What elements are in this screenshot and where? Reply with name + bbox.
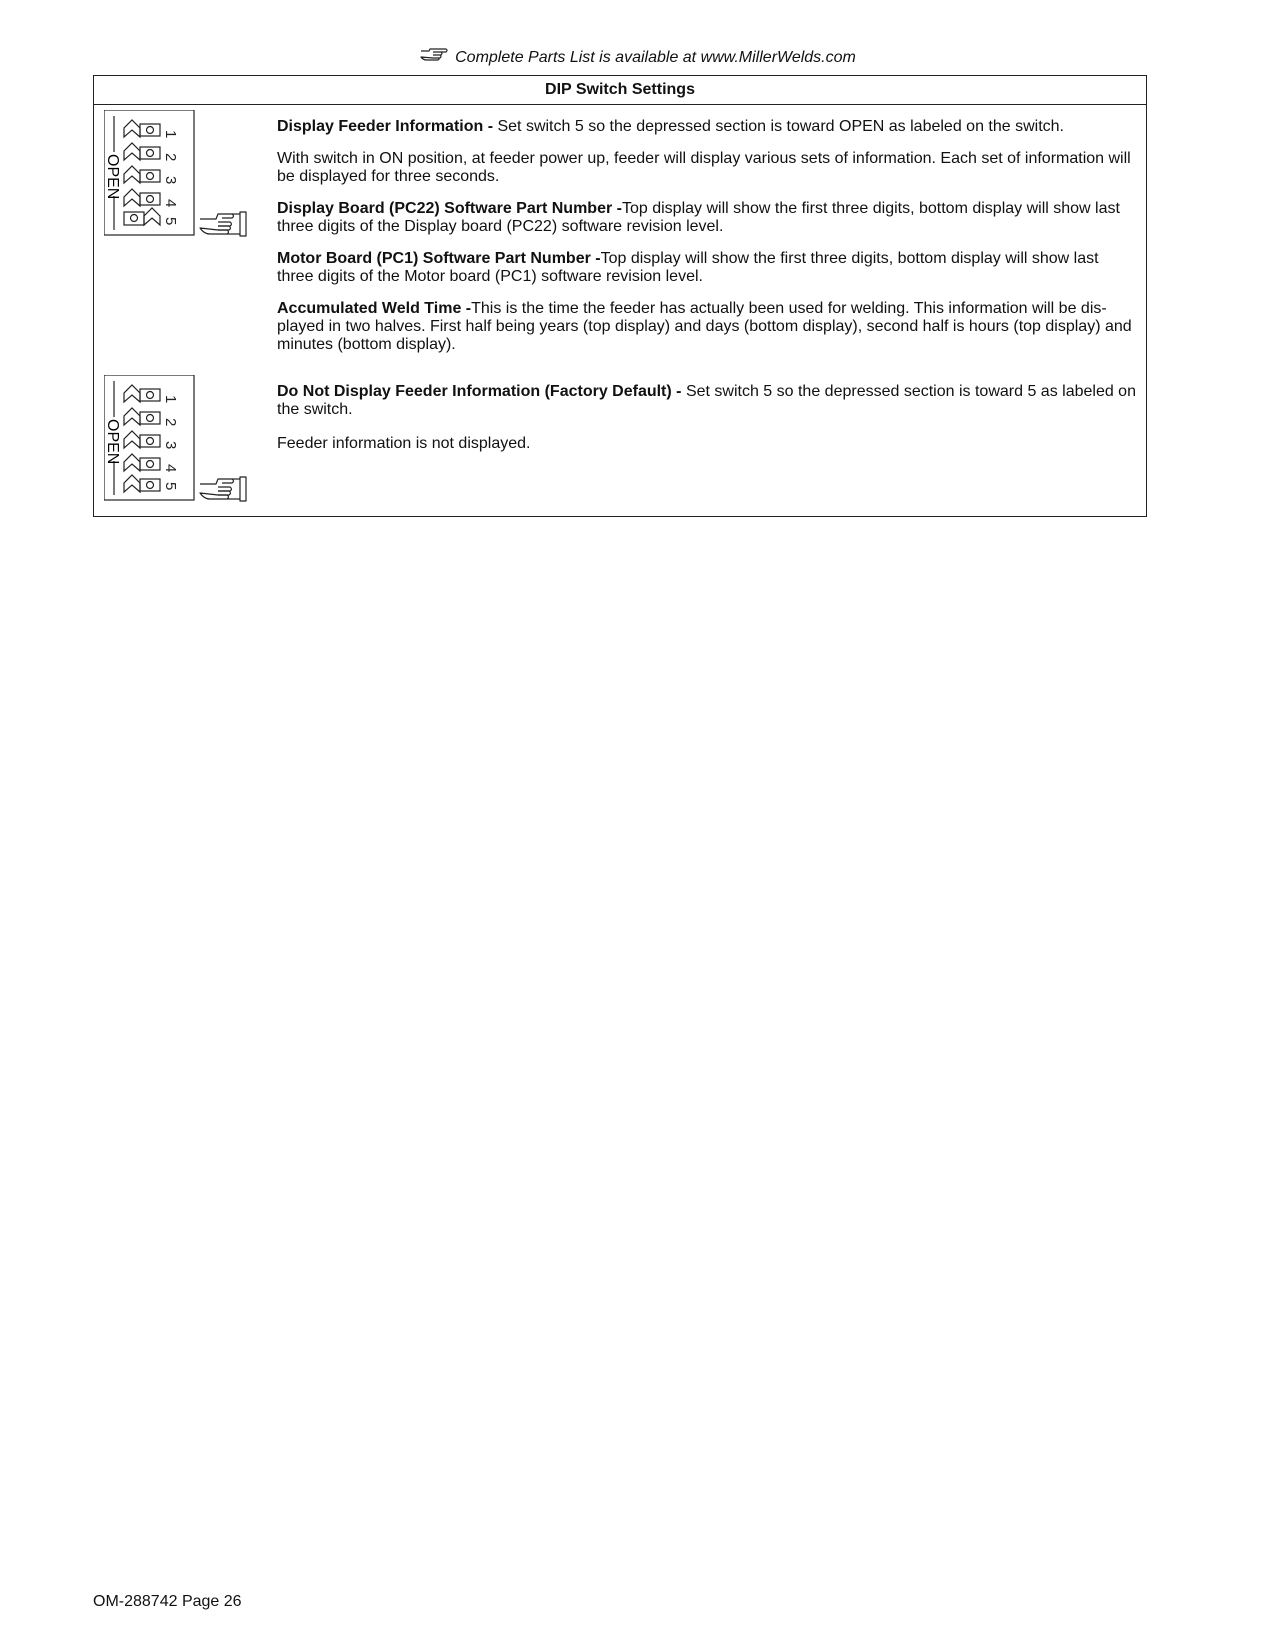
switch-number-5: 5: [162, 482, 179, 491]
switch-1: [124, 120, 160, 137]
pointing-hand-icon: [200, 477, 246, 501]
accumulated-weld-time-heading: Accumulated Weld Time -: [277, 300, 472, 317]
table-title: DIP Switch Settings: [94, 76, 1146, 105]
display-board-heading: Display Board (PC22) Software Part Number -: [277, 200, 622, 217]
switch-2: [124, 408, 160, 425]
open-label: OPEN: [104, 154, 121, 200]
switch-3: [124, 431, 160, 448]
switch-number-4: 4: [162, 199, 179, 208]
switch-4: [124, 454, 160, 471]
parts-list-text: Complete Parts List is available at www.MillerWelds.com: [455, 49, 856, 66]
switch-5: [124, 475, 160, 492]
feeder-power-up-text: With switch in ON position, at feeder power up, feeder will display various sets of information. Each set of information will be displayed for three seconds.: [277, 150, 1131, 185]
switch-number-2: 2: [162, 153, 179, 162]
switch-number-1: 1: [162, 395, 179, 404]
switch-2: [124, 143, 160, 160]
dip-switch-diagram-default: [104, 375, 254, 510]
switch-1: [124, 385, 160, 402]
feeder-info-not-displayed-text: Feeder information is not displayed.: [277, 435, 531, 452]
display-feeder-info-heading: Display Feeder Information -: [277, 118, 498, 135]
do-not-display-feeder-info-section: [277, 383, 1138, 453]
motor-board-heading: Motor Board (PC1) Software Part Number -: [277, 250, 601, 267]
switch-number-3: 3: [162, 441, 179, 450]
page-number: OM-288742 Page 26: [93, 1593, 242, 1610]
switch-4: [124, 189, 160, 206]
display-feeder-info-text: Set switch 5 so the depressed section is toward OPEN as labeled on the switch.: [497, 118, 1064, 135]
parts-list-note: [0, 49, 1275, 67]
switch-number-5: 5: [162, 217, 179, 226]
switch-number-1: 1: [162, 130, 179, 139]
switch-3: [124, 166, 160, 183]
pointing-hand-icon: [200, 212, 246, 236]
display-board-text: Top display will show the first three digits, bottom display will show last three digits of the Display board (PC22) software revision level.: [277, 200, 1120, 235]
switch-5: [124, 208, 160, 225]
do-not-display-text: Set switch 5 so the depressed section is toward 5 as labeled on the switch.: [277, 383, 1136, 418]
open-label: OPEN: [104, 419, 121, 465]
accumulated-weld-time-text: This is the time the feeder has actually been used for welding. This information will be dis-played in two halves. First half being years (top display) and days (bottom display), second half is hours (top display) and minutes (bottom display).: [277, 300, 1132, 353]
dip-switch-diagram-open: [104, 110, 254, 245]
dip-switch-table: [93, 75, 1147, 517]
do-not-display-heading: Do Not Display Feeder Information (Factory Default) -: [277, 383, 686, 400]
switch-number-2: 2: [162, 418, 179, 427]
switch-number-3: 3: [162, 176, 179, 185]
switch-number-4: 4: [162, 464, 179, 473]
display-feeder-info-section: [277, 118, 1138, 354]
pointing-hand-icon: [419, 47, 449, 66]
motor-board-text: Top display will show the first three digits, bottom display will show last three digits of the Motor board (PC1) software revision level.: [277, 250, 1099, 285]
